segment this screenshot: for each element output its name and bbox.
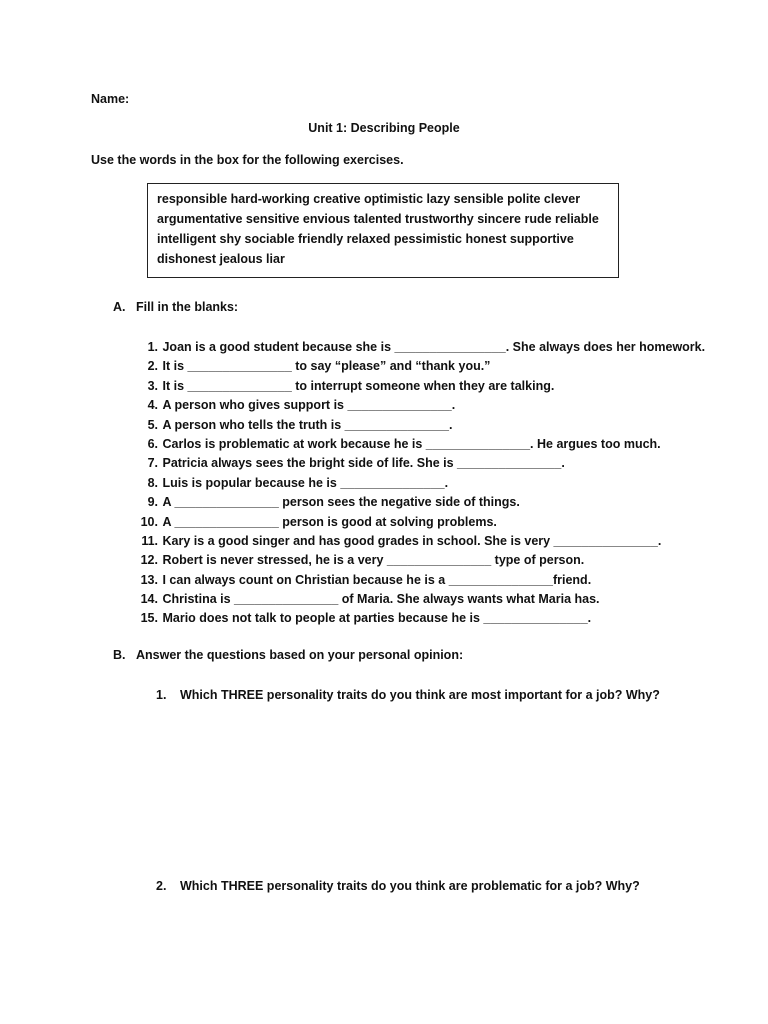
section-b-title: Answer the questions based on your personal opinion: <box>136 648 464 662</box>
item-text: It is _______________ to say “please” and “thank you.” <box>162 359 491 374</box>
question-text: Which THREE personality traits do you think are problematic for a job? Why? <box>180 879 640 893</box>
list-item <box>133 377 705 396</box>
item-number: 6. <box>147 436 158 451</box>
name-label: Name: <box>91 92 130 106</box>
page-title: Unit 1: Describing People <box>308 121 460 135</box>
instructions-text: Use the words in the box for the following exercises. <box>91 153 404 167</box>
word-line: responsible hard-working creative optimistic lazy sensible polite clever <box>157 192 581 206</box>
item-text: Patricia always sees the bright side of life. She is _______________. <box>162 456 565 471</box>
item-number: 11. <box>141 533 158 548</box>
section-a-title: Fill in the blanks: <box>136 300 239 314</box>
open-question <box>156 879 640 893</box>
list-item <box>133 454 705 473</box>
item-number: 10. <box>140 514 158 529</box>
item-text: It is _______________ to interrupt someone when they are talking. <box>162 378 555 393</box>
item-number: 3. <box>147 378 158 393</box>
item-text: Joan is a good student because she is ________________. She always does her homework. <box>162 340 706 354</box>
item-text: A _______________ person sees the negative side of things. <box>162 495 520 510</box>
word-line: dishonest jealous liar <box>157 252 285 266</box>
list-item <box>133 396 705 415</box>
item-text: A person who tells the truth is _______________. <box>162 417 453 432</box>
item-text: Luis is popular because he is _______________. <box>162 475 449 490</box>
word-line: argumentative sensitive envious talented trustworthy sincere rude reliable <box>157 212 599 226</box>
list-item <box>133 435 705 454</box>
item-text: A person who gives support is _______________. <box>162 398 456 413</box>
item-number: 8. <box>147 475 158 490</box>
item-number: 13. <box>140 572 158 587</box>
fill-in-list <box>133 338 705 629</box>
list-item <box>133 416 705 435</box>
word-box <box>147 183 619 278</box>
item-number: 14. <box>140 592 158 607</box>
list-item <box>133 474 705 493</box>
list-item <box>133 590 705 609</box>
item-text: A _______________ person is good at solving problems. <box>162 514 497 529</box>
question-text: Which THREE personality traits do you think are most important for a job? Why? <box>180 688 660 702</box>
question-number: 2. <box>156 879 167 893</box>
list-item <box>133 609 705 628</box>
item-text: I can always count on Christian because he is a _______________friend. <box>162 572 592 587</box>
section-a-letter: A. <box>113 300 126 314</box>
item-number: 5. <box>147 417 158 432</box>
item-number: 1. <box>147 340 158 354</box>
section-b-letter: B. <box>113 648 126 662</box>
item-number: 15. <box>140 611 158 626</box>
list-item <box>133 571 705 590</box>
item-number: 2. <box>147 359 158 374</box>
item-text: Robert is never stressed, he is a very _______________ type of person. <box>162 553 585 568</box>
item-number: 7. <box>147 456 158 471</box>
item-text: Mario does not talk to people at parties because he is _______________. <box>162 611 592 626</box>
item-number: 4. <box>147 398 158 413</box>
open-question <box>156 688 660 702</box>
item-text: Carlos is problematic at work because he is _______________. He argues too much. <box>162 436 661 451</box>
item-text: Kary is a good singer and has good grades in school. She is very _______________. <box>162 533 662 548</box>
item-text: Christina is _______________ of Maria. She always wants what Maria has. <box>162 592 600 607</box>
item-number: 9. <box>147 495 158 510</box>
list-item <box>133 513 705 532</box>
question-number: 1. <box>156 688 167 702</box>
word-line: intelligent shy sociable friendly relaxed pessimistic honest supportive <box>157 232 574 246</box>
item-number: 12. <box>140 553 158 568</box>
list-item <box>133 532 705 551</box>
list-item <box>133 338 705 357</box>
list-item <box>133 493 705 512</box>
list-item <box>133 357 705 376</box>
list-item <box>133 551 705 570</box>
